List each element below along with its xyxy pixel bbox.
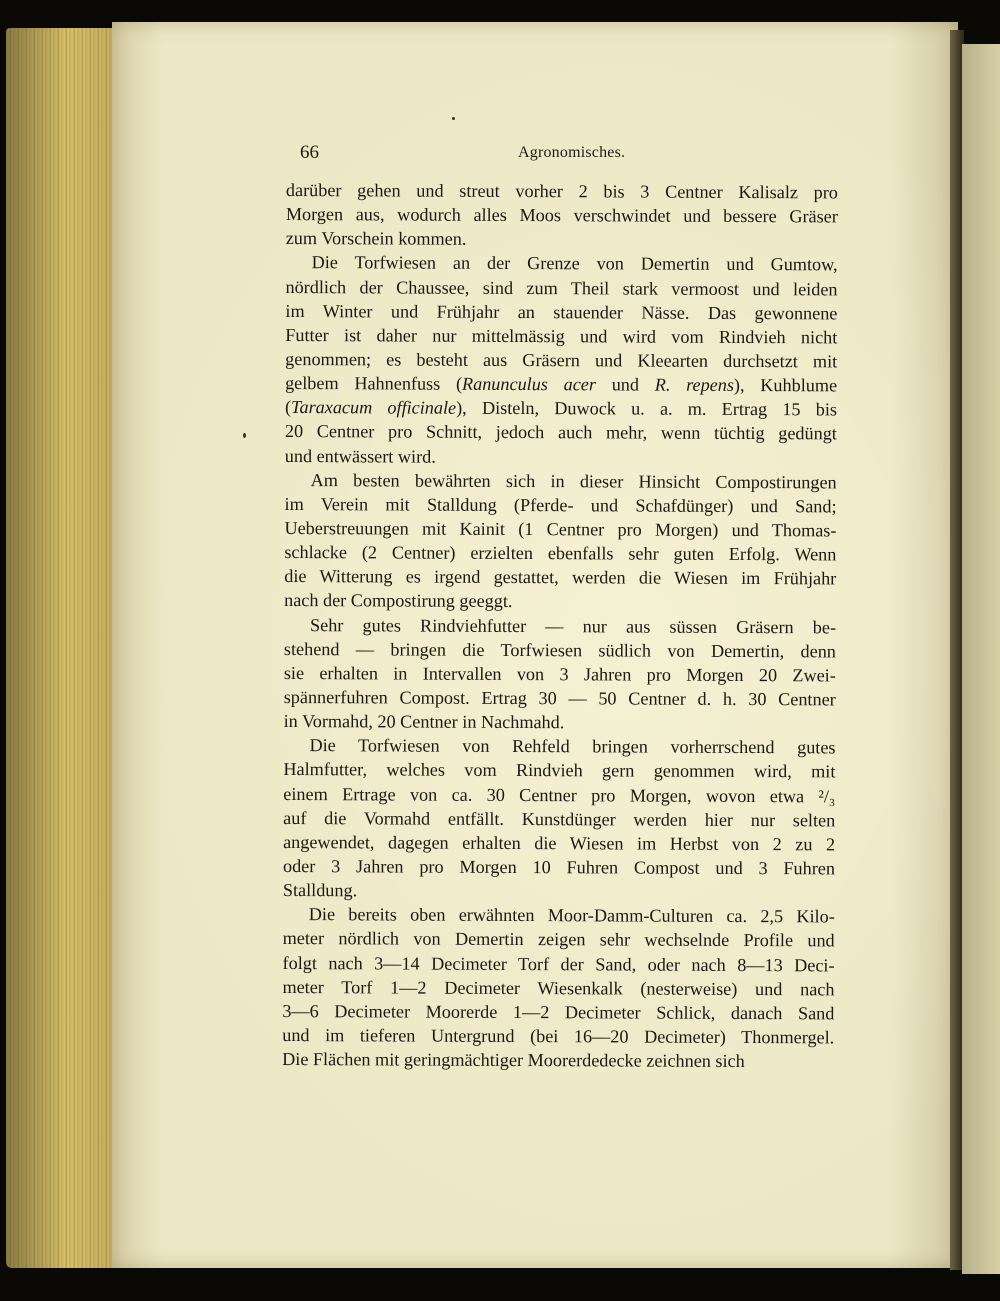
text-line: Die Torfwiesen an der Grenze von Demertin und Gumtow, [311, 252, 838, 275]
text-line: Die bereits oben erwähnten Moor-Damm-Culturen ca. 2,5 Kilo- [308, 904, 835, 927]
text-line: 3—6 Decimeter Moorerde 1—2 Decimeter Schlick, danach Sand [282, 1000, 835, 1024]
text-line: Stalldung. [282, 880, 358, 901]
text-line: und im tieferen Untergrund (bei 16—20 Decimeter) Thonmergel. [282, 1024, 835, 1048]
paragraph [283, 733, 836, 904]
text-line: die Witterung es irgend gestattet, werden die Wiesen im Frühjahr [284, 566, 837, 589]
species-name: R. repens [654, 374, 735, 396]
text-line: (Taraxacum officinale), Disteln, Duwock u. a. m. Ertrag 15 bis [284, 397, 838, 420]
text-line: meter Torf 1—2 Decimeter Wiesenkalk (nesterweise) und nach [282, 976, 835, 1000]
text-line: stehend — bringen die Torfwiesen südlich von Demertin, denn [283, 638, 836, 662]
text-line: Am besten bewährten sich in dieser Hinsicht Compostirungen [310, 469, 837, 493]
text-line: oder 3 Jahren pro Morgen 10 Fuhren Compost und 3 Fuhren [282, 855, 836, 879]
text-line: Morgen aus, wodurch alles Moos verschwindet und bessere Gräser [285, 204, 838, 227]
text-line: in Vormahd, 20 Centner in Nachmahd. [283, 711, 565, 733]
text-line: nach der Compostirung geeggt. [284, 590, 513, 612]
text-line: zum Vorschein kommen. [285, 228, 467, 250]
text-line: einem Ertrage von ca. 30 Centner pro Morgen, wovon etwa ²/₃ [283, 783, 836, 806]
text-line: im Verein mit Stalldung (Pferde- und Schafdünger) und Sand; [284, 493, 837, 517]
text-line: auf die Vormahd entfällt. Kunstdünger werden hier nur selten [283, 807, 836, 831]
text-line: Ueberstreuungen mit Kainit (1 Centner pro Morgen) und Thomas- [284, 517, 837, 541]
paragraph [282, 902, 835, 1073]
text-line: folgt nach 3—14 Decimeter Torf der Sand, oder nach 8—13 Deci- [282, 952, 835, 975]
species-name: Ranunculus acer [461, 373, 597, 395]
text-line: meter nördlich von Demertin zeigen sehr wechselnde Profile und [282, 928, 835, 951]
text-line: 20 Centner pro Schnitt, jedoch auch mehr, wenn tüchtig gedüngt [284, 421, 837, 444]
running-head: Agronomisches. [518, 144, 626, 161]
text-line: im Winter und Frühjahr an stauender Nässe. Das gewonnene [285, 300, 838, 324]
text-line: Die Flächen mit geringmächtiger Moorerdedecke zeichnen sich [282, 1049, 745, 1072]
text-line: spännerfuhren Compost. Ertrag 30 — 50 Centner d. h. 30 Centner [283, 686, 836, 710]
text-line: schlacke (2 Centner) erzielten ebenfalls sehr guten Erfolg. Wenn [284, 542, 837, 565]
body-text [282, 178, 838, 1074]
text-line: Halmfutter, welches vom Rindvieh gern genommen wird, mit [283, 759, 836, 782]
paragraph [286, 178, 838, 253]
page-number: 66 [300, 142, 319, 163]
ink-speck [452, 117, 455, 120]
species-name: Taraxacum officinale [291, 397, 457, 419]
text-line: Sehr gutes Rindviehfutter — nur aus süssen Gräsern be- [310, 614, 837, 637]
paragraph [284, 468, 837, 615]
text-line: und entwässert wird. [284, 445, 436, 467]
text-line: genommen; es besteht aus Gräsern und Kleearten durchsetzt mit [285, 348, 838, 372]
text-line: gelbem Hahnenfuss (Ranunculus acer und R. repens), Kuhblume [285, 373, 838, 396]
text-line: angewendet, dagegen erhalten die Wiesen im Herbst von 2 zu 2 [283, 831, 836, 855]
text-line: darüber gehen und streut vorher 2 bis 3 Centner Kalisalz pro [285, 179, 838, 203]
text-line: nördlich der Chaussee, sind zum Theil stark vermoost und leiden [285, 276, 838, 299]
text-line: Die Torfwiesen von Rehfeld bringen vorherrschend gutes [309, 735, 836, 758]
ink-speck [243, 433, 246, 438]
facing-page-edge [962, 44, 1000, 1274]
text-line: sie erhalten in Intervallen von 3 Jahren pro Morgen 20 Zwei- [283, 662, 836, 686]
page-header [300, 142, 840, 166]
paragraph [285, 250, 838, 470]
text-line: Futter ist daher nur mittelmässig und wird vom Rindvieh nicht [285, 324, 838, 348]
paragraph [284, 613, 837, 736]
